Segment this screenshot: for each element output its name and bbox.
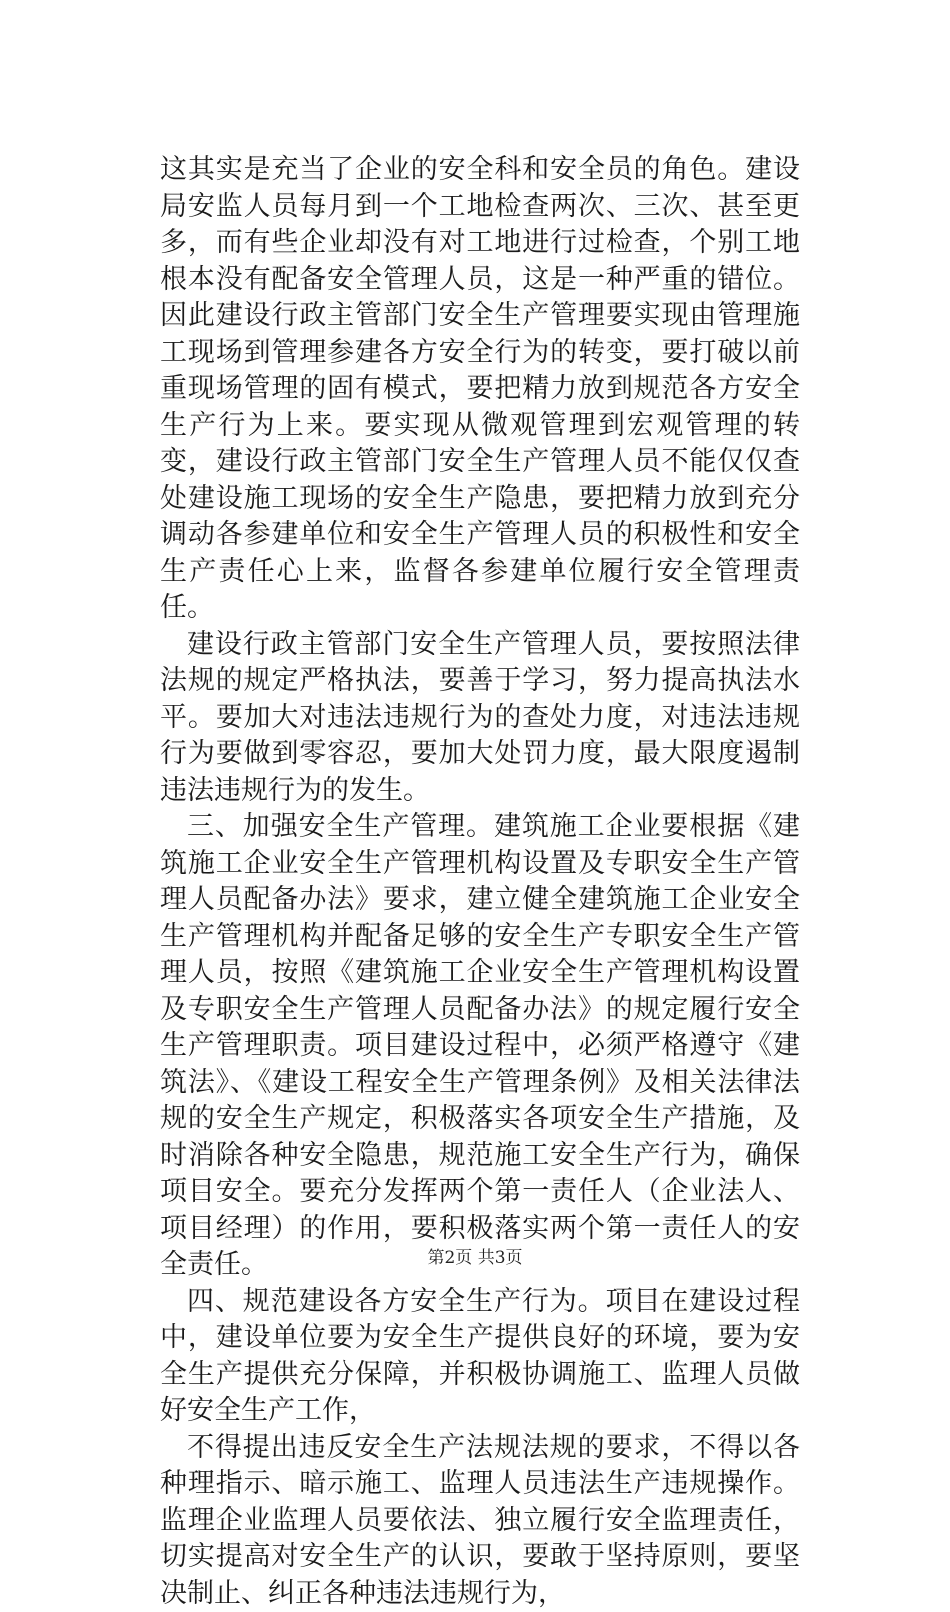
paragraph-1: 这其实是充当了企业的安全科和安全员的角色。建设局安监人员每月到一个工地检查两次、三次、甚至更多，而有些企业却没有对工地进行过检查，个别工地根本没有配备安全管理人员，这是一种严重的错位。因此建设行政主管部门安全生产管理要实现由管理施工现场到管理参建各方安全行为的转变，要打破以前重现场管理的固有模式，要把精力放到规范各方安全生产行为上来。要实现从微观管理到宏观管理的转变，建设行政主管部门安全生产管理人员不能仅仅查处建设施工现场的安全生产隐患，要把精力放到充分调动各参建单位和安全生产管理人员的积极性和安全生产责任心上来，监督各参建单位履行安全管理责任。 bbox=[160, 152, 800, 627]
paragraph-5: 不得提出违反安全生产法规法规的要求，不得以各种理指示、暗示施工、监理人员违法生产违规操作。监理企业监理人员要依法、独立履行安全监理责任，切实提高对安全生产的认识，要敢于坚持原则，要坚决制止、纠正各种违法违规行为， bbox=[160, 1430, 800, 1612]
document-body bbox=[160, 152, 800, 1612]
paragraph-2: 建设行政主管部门安全生产管理人员，要按照法律法规的规定严格执法，要善于学习，努力提高执法水平。要加大对违法违规行为的查处力度，对违法违规行为要做到零容忍，要加大处罚力度，最大限度遏制违法违规行为的发生。 bbox=[160, 627, 800, 810]
paragraph-3: 三、加强安全生产管理。建筑施工企业要根据《建筑施工企业安全生产管理机构设置及专职安全生产管理人员配备办法》要求，建立健全建筑施工企业安全生产管理机构并配备足够的安全生产专职安全生产管理人员，按照《建筑施工企业安全生产管理机构设置及专职安全生产管理人员配备办法》的规定履行安全生产管理职责。项目建设过程中，必须严格遵守《建筑法》、《建设工程安全生产管理条例》及相关法律法规的安全生产规定，积极落实各项安全生产措施，及时消除各种安全隐患，规范施工安全生产行为，确保项目安全。要充分发挥两个第一责任人（企业法人、项目经理）的作用，要积极落实两个第一责任人的安全责任。 bbox=[160, 809, 800, 1284]
paragraph-4: 四、规范建设各方安全生产行为。项目在建设过程中，建设单位要为安全生产提供良好的环境，要为安全生产提供充分保障，并积极协调施工、监理人员做好安全生产工作， bbox=[160, 1284, 800, 1430]
page-number-footer: 第2页 共3页 bbox=[0, 1243, 950, 1268]
